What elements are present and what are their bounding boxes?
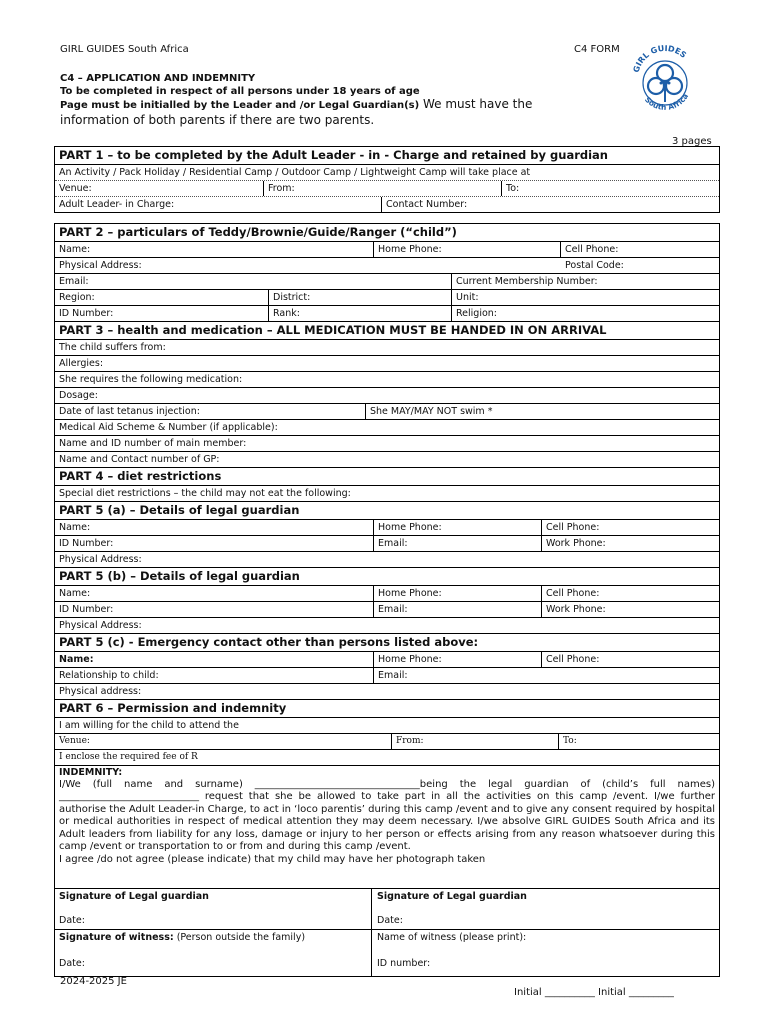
date-3[interactable]: Date:	[59, 958, 85, 969]
g2-address-row[interactable]	[55, 618, 719, 634]
allergies-row[interactable]	[55, 356, 719, 372]
activity-label: An Activity / Pack Holiday / Residential Camp / Outdoor Camp / Lightweight Camp will take place at	[59, 167, 531, 178]
part5b-heading-text: PART 5 (b) – Details of legal guardian	[59, 569, 300, 583]
sig-divider-2	[371, 930, 372, 976]
willing-row[interactable]	[55, 718, 719, 734]
to-label: To:	[501, 181, 519, 196]
rank-label: Rank:	[268, 306, 300, 321]
fee-label: I enclose the required fee of R	[59, 752, 198, 762]
form-code: C4 FORM	[574, 44, 620, 55]
ec-email-label: Email:	[373, 668, 408, 683]
ec-address-label: Physical address:	[59, 686, 142, 697]
religion-label: Religion:	[451, 306, 497, 321]
part5b-heading	[55, 568, 719, 586]
witness-row	[55, 930, 719, 976]
willing-label: I am willing for the child to attend the	[59, 720, 239, 731]
date-1[interactable]: Date:	[59, 915, 85, 926]
svg-text:GIRL GUIDES: GIRL GUIDES	[631, 43, 688, 74]
g1-address-label: Physical Address:	[59, 554, 142, 565]
intro-b: information of both parents if there are two parents.	[60, 113, 375, 127]
title-line-1: C4 – APPLICATION AND INDEMNITY	[60, 73, 256, 84]
g2-name-row[interactable]	[55, 586, 719, 602]
ec-name-row[interactable]	[55, 652, 719, 668]
part3-heading	[55, 322, 719, 340]
dosage-label: Dosage:	[59, 390, 98, 401]
g1-name-row[interactable]	[55, 520, 719, 536]
part6-heading	[55, 700, 719, 718]
g1-id-row[interactable]	[55, 536, 719, 552]
allergies-label: Allergies:	[59, 358, 104, 369]
suffers-label: The child suffers from:	[59, 342, 166, 353]
gp-label: Name and Contact number of GP:	[59, 454, 220, 465]
initials[interactable]: Initial __________ Initial _________	[514, 987, 674, 998]
leader-row[interactable]	[55, 197, 719, 212]
g2-id-row[interactable]	[55, 602, 719, 618]
leader-label: Adult Leader- in Charge:	[59, 199, 175, 210]
part1-heading	[55, 147, 719, 165]
main-member-label: Name and ID number of main member:	[59, 438, 247, 449]
sig-guardian-2[interactable]: Signature of Legal guardian	[377, 891, 527, 902]
main-form	[54, 223, 720, 977]
membership-label: Current Membership Number:	[451, 274, 598, 289]
part5c-heading-text: PART 5 (c) - Emergency contact other than persons listed above:	[59, 635, 479, 649]
ec-relationship-row[interactable]	[55, 668, 719, 684]
gp-row[interactable]	[55, 452, 719, 468]
svg-text:South Africa: South Africa	[642, 91, 691, 112]
part4-heading	[55, 468, 719, 486]
part1-heading-text: PART 1 – to be completed by the Adult Leader - in - Charge and retained by guardian	[59, 148, 608, 162]
g1-work-phone-label: Work Phone:	[541, 536, 606, 551]
ec-name-label: Name:	[59, 654, 94, 665]
witness-name[interactable]: Name of witness (please print):	[377, 932, 527, 943]
child-address-label: Physical Address:	[59, 260, 142, 271]
main-member-row[interactable]	[55, 436, 719, 452]
org-name: GIRL GUIDES South Africa	[60, 44, 189, 55]
fee-row[interactable]	[55, 750, 719, 766]
part5a-heading	[55, 502, 719, 520]
child-name-label: Name:	[59, 244, 91, 255]
sig-witness-label: Signature of witness:	[59, 932, 174, 943]
part4-heading-text: PART 4 – diet restrictions	[59, 469, 222, 483]
g2-home-phone-label: Home Phone:	[373, 586, 442, 601]
g1-name-label: Name:	[59, 522, 91, 533]
unit-label: Unit:	[451, 290, 479, 305]
contact-label: Contact Number:	[381, 197, 467, 212]
indemnity-heading: INDEMNITY:	[59, 767, 123, 778]
child-id-label: ID Number:	[59, 308, 114, 319]
g2-name-label: Name:	[59, 588, 91, 599]
g1-email-label: Email:	[373, 536, 408, 551]
from-label: From:	[263, 181, 295, 196]
medication-row[interactable]	[55, 372, 719, 388]
child-cell-phone-label: Cell Phone:	[560, 242, 618, 257]
child-postal-label: Postal Code:	[565, 260, 624, 271]
tetanus-row[interactable]	[55, 404, 719, 420]
sig-divider-1	[371, 889, 372, 929]
g1-address-row[interactable]	[55, 552, 719, 568]
diet-row[interactable]	[55, 486, 719, 502]
sig-witness[interactable]	[59, 932, 305, 943]
sig-guardian-1[interactable]: Signature of Legal guardian	[59, 891, 209, 902]
ec-home-phone-label: Home Phone:	[373, 652, 442, 667]
suffers-row[interactable]	[55, 340, 719, 356]
part1-section	[54, 146, 720, 213]
date-2[interactable]: Date:	[377, 915, 403, 926]
p6-venue-row[interactable]	[55, 734, 719, 750]
child-address-row[interactable]	[55, 258, 719, 274]
venue-row[interactable]	[55, 181, 719, 197]
guardian-signature-row	[55, 889, 719, 930]
part5c-heading	[55, 634, 719, 652]
part5a-heading-text: PART 5 (a) – Details of legal guardian	[59, 503, 300, 517]
child-home-phone-label: Home Phone:	[373, 242, 442, 257]
g2-address-label: Physical Address:	[59, 620, 142, 631]
swim-label: She MAY/MAY NOT swim *	[365, 404, 492, 419]
p6-from-label: From:	[391, 734, 424, 749]
medical-aid-label: Medical Aid Scheme & Number (if applicable):	[59, 422, 278, 433]
activity-row[interactable]	[55, 165, 719, 181]
p6-venue-label: Venue:	[59, 736, 90, 746]
photo-consent[interactable]: I agree /do not agree (please indicate) that my child may have her photograph taken	[59, 854, 486, 866]
g2-work-phone-label: Work Phone:	[541, 602, 606, 617]
diet-label: Special diet restrictions – the child may not eat the following:	[59, 488, 351, 499]
ec-relationship-label: Relationship to child:	[59, 670, 159, 681]
part3-heading-text: PART 3 – health and medication – ALL MEDICATION MUST BE HANDED IN ON ARRIVAL	[59, 323, 607, 337]
g1-home-phone-label: Home Phone:	[373, 520, 442, 535]
g2-cell-phone-label: Cell Phone:	[541, 586, 599, 601]
g2-id-label: ID Number:	[59, 604, 114, 615]
footer-code: 2024-2025 JE	[60, 976, 127, 987]
g1-id-label: ID Number:	[59, 538, 114, 549]
ec-cell-phone-label: Cell Phone:	[541, 652, 599, 667]
child-id-row[interactable]	[55, 306, 719, 322]
venue-label: Venue:	[59, 183, 92, 194]
sig-witness-note: (Person outside the family)	[173, 932, 306, 943]
part2-heading-text: PART 2 – particulars of Teddy/Brownie/Guide/Ranger (“child”)	[59, 225, 457, 239]
g2-email-label: Email:	[373, 602, 408, 617]
intro-a: We must have the	[419, 97, 533, 111]
district-label: District:	[268, 290, 310, 305]
p6-to-label: To:	[558, 734, 577, 749]
medical-aid-row[interactable]	[55, 420, 719, 436]
child-email-label: Email:	[59, 276, 89, 287]
form-title	[60, 72, 532, 127]
dosage-row[interactable]	[55, 388, 719, 404]
indemnity-text: I/We (full name and surname) _________________________________being the legal guardian of (child’s full names) ____________________________ request that she be allowed to take part in all the activities on this camp /event. I/we further authorise the Adult Leader-in Charge, to act in ‘loco parentis’ during this camp /event and to give any consent required by hospital or medical authorities in respect of medical attention they may deem necessary. I/we absolve GIRL GUIDES South Africa and its Adult leaders from liability for any loss, damage or injury to her person or effects arising from any reason whatsoever during this camp /event or transportation to or from and during this camp /event.	[59, 779, 715, 853]
title-line-3: Page must be initialled by the Leader and /or Legal Guardian(s)	[60, 100, 420, 111]
page-count: 3 pages	[672, 136, 712, 147]
child-email-row[interactable]	[55, 274, 719, 290]
part6-heading-text: PART 6 – Permission and indemnity	[59, 701, 287, 715]
title-line-2: To be completed in respect of all persons under 18 years of age	[60, 86, 420, 97]
indemnity-block	[55, 766, 719, 889]
girl-guides-logo	[628, 40, 702, 124]
witness-id[interactable]: ID number:	[377, 958, 431, 969]
ec-address-row[interactable]	[55, 684, 719, 700]
g1-cell-phone-label: Cell Phone:	[541, 520, 599, 535]
region-label: Region:	[59, 292, 95, 303]
child-region-row[interactable]	[55, 290, 719, 306]
tetanus-label: Date of last tetanus injection:	[59, 406, 200, 417]
child-name-row[interactable]	[55, 242, 719, 258]
medication-label: She requires the following medication:	[59, 374, 243, 385]
part2-heading	[55, 224, 719, 242]
